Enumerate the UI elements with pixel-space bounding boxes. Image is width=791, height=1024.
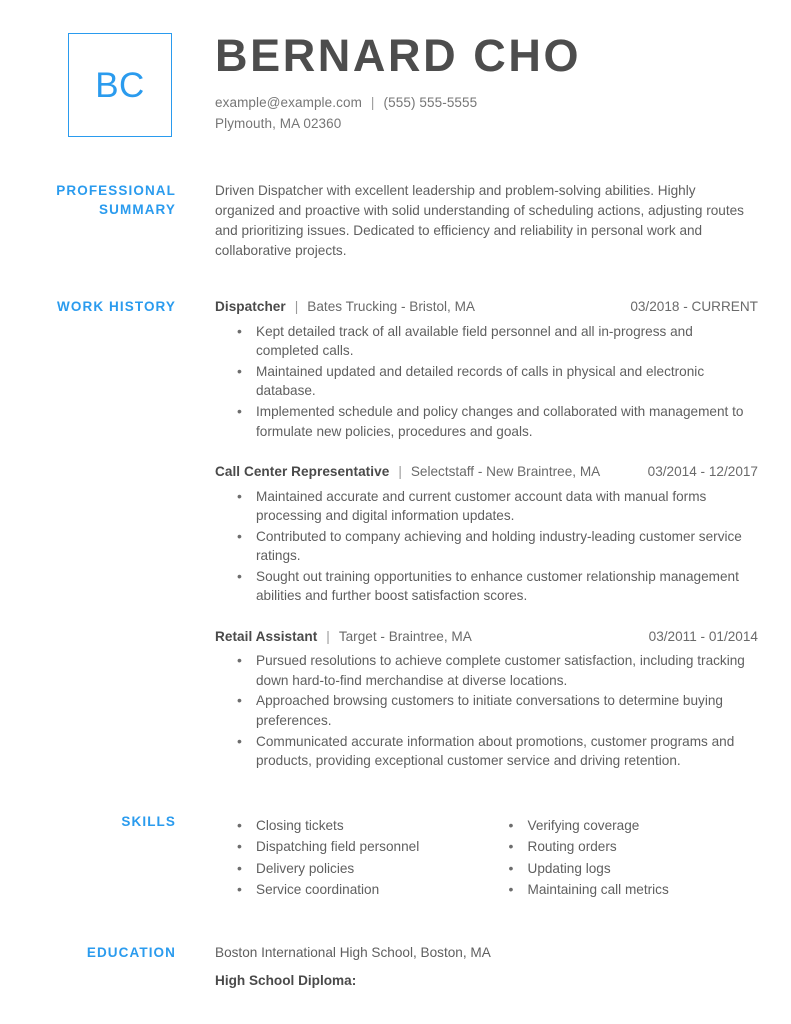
list-item: • Communicated accurate information about promotions, customer programs and products, providing exceptional customer service and driving retention. [215, 732, 758, 771]
job-title: Retail Assistant [215, 628, 318, 644]
job-dates: 03/2018 - CURRENT [630, 299, 758, 315]
skills-list-left [215, 816, 487, 900]
section-professional-summary [0, 181, 791, 260]
list-item: • Kept detailed track of all available field personnel and all in-progress and completed calls. [215, 322, 758, 361]
education-degree: High School Diploma: [215, 973, 357, 989]
resume-header [0, 0, 791, 137]
section-body-work-history [176, 297, 758, 771]
list-item: • Service coordination [215, 880, 487, 900]
contact-line-primary [215, 93, 758, 114]
section-label-line-1: PROFESSIONAL [56, 183, 176, 198]
list-item: • Sought out training opportunities to enhance customer relationship management abilities and further boost satisfaction scores. [215, 567, 758, 606]
job-separator: | [398, 464, 402, 480]
job-company: Selectstaff - New Braintree, MA [410, 464, 601, 480]
job-dates: 03/2011 - 01/2014 [648, 628, 758, 644]
job-company: Target - Braintree, MA [338, 628, 472, 644]
section-skills [0, 812, 791, 902]
list-item: • Delivery policies [215, 859, 487, 879]
skills-columns [215, 812, 758, 902]
job-title: Dispatcher [215, 299, 286, 315]
section-label-work-history: WORK HISTORY [57, 299, 176, 315]
skills-column-left [215, 812, 487, 902]
list-item: • Pursued resolutions to achieve complete customer satisfaction, including tracking down hard-to-find merchandise at diverse locations. [215, 651, 758, 690]
job-header [215, 462, 758, 482]
job-entry [215, 297, 758, 441]
job-entry [215, 627, 758, 771]
list-item: • Maintaining call metrics [487, 880, 759, 900]
list-item: • Closing tickets [215, 816, 487, 836]
job-entry [215, 462, 758, 606]
list-item: • Approached browsing customers to initiate conversations to determine buying preferences. [215, 691, 758, 730]
list-item: • Maintained accurate and current customer account data with manual forms processing and digital information updates. [215, 487, 758, 526]
list-item: • Implemented schedule and policy changes and collaborated with management to formulate new policies, procedures and goals. [215, 402, 758, 441]
job-dates: 03/2014 - 12/2017 [647, 464, 758, 480]
email-text: example@example.com [215, 94, 362, 110]
job-header [215, 297, 758, 317]
section-label-line-2: SUMMARY [99, 202, 176, 218]
list-item: • Maintained updated and detailed records of calls in physical and electronic database. [215, 362, 758, 401]
job-header [215, 627, 758, 647]
monogram-badge [68, 33, 172, 137]
section-label-education: EDUCATION [86, 944, 176, 960]
section-education [0, 943, 791, 992]
contact-separator: | [370, 94, 375, 110]
job-bullet-list [215, 322, 758, 441]
section-work-history [0, 297, 791, 771]
skills-column-right [487, 812, 759, 902]
job-separator: | [326, 628, 330, 644]
section-body-professional-summary [176, 181, 758, 260]
skills-list-right [487, 816, 759, 900]
list-item: • Routing orders [487, 837, 759, 857]
page-title: BERNARD CHO [215, 30, 582, 81]
job-bullet-list [215, 651, 758, 770]
header-details [172, 30, 758, 134]
job-bullet-list [215, 487, 758, 606]
section-body-skills [176, 812, 758, 902]
section-body-education [176, 943, 758, 992]
section-label-skills: SKILLS [121, 813, 176, 829]
monogram-initials: BC [95, 65, 145, 105]
list-item: • Dispatching field personnel [215, 837, 487, 857]
job-title: Call Center Representative [215, 464, 390, 480]
summary-paragraph: Driven Dispatcher with excellent leadership and problem-solving abilities. Highly organized and proactive with solid understanding of scheduling actions, adjusting routes and prioritizing issues. Dedicated to efficiency and reliability in personal work and collaborative projects. [215, 183, 744, 258]
contact-line-location [215, 114, 758, 135]
list-item: • Verifying coverage [487, 816, 759, 836]
job-company: Bates Trucking - Bristol, MA [307, 299, 476, 315]
job-separator: | [294, 299, 299, 315]
section-label-professional-summary [40, 181, 176, 260]
education-school: Boston International High School, Boston, MA [215, 944, 491, 960]
list-item: • Contributed to company achieving and holding industry-leading customer service ratings. [215, 527, 758, 566]
location-text: Plymouth, MA 02360 [215, 115, 342, 131]
phone-text: (555) 555-5555 [383, 94, 478, 110]
list-item: • Updating logs [487, 859, 759, 879]
